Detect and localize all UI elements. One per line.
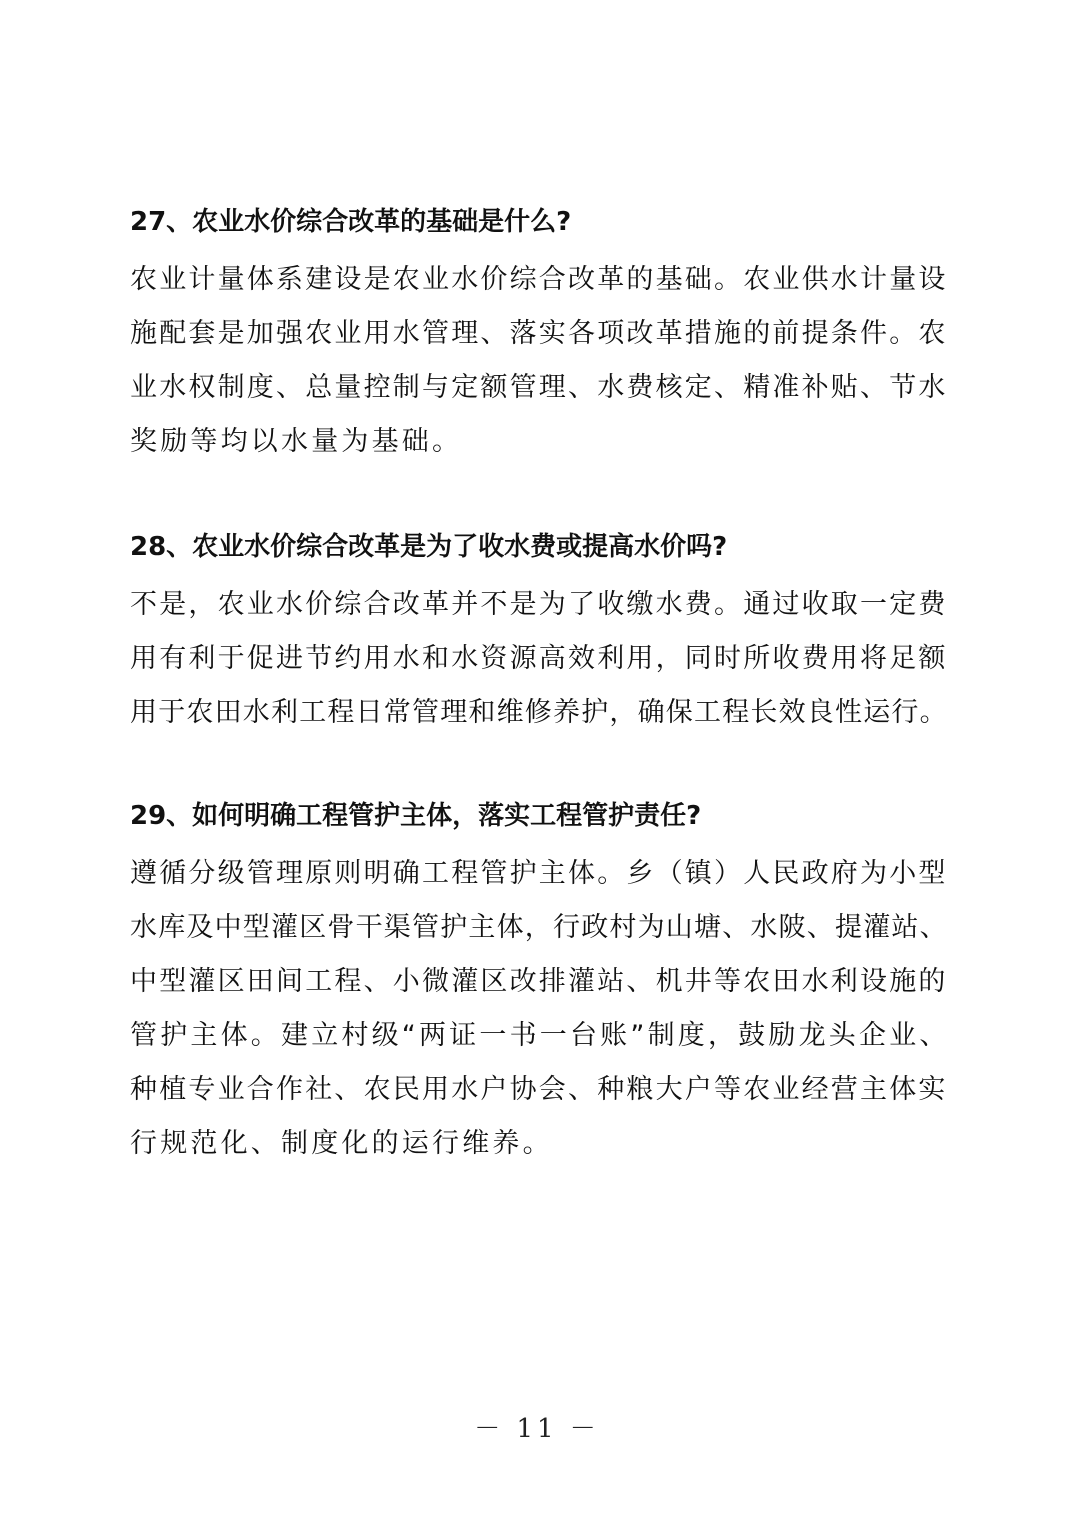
answer-line: 中型灌区田间工程、小微灌区改排灌站、机井等农田水利设施的 — [130, 966, 948, 997]
answer-line: 水库及中型灌区骨干渠管护主体，行政村为山塘、水陂、提灌站、 — [130, 912, 948, 943]
qa-section-28 — [130, 530, 950, 740]
answer-paragraph — [130, 847, 950, 1171]
answer-line: 业水权制度、总量控制与定额管理、水费核定、精准补贴、节水 — [130, 372, 948, 403]
answer-line: 用于农田水利工程日常管理和维修养护，确保工程长效良性运行。 — [130, 697, 948, 728]
page-number: － 11 － — [474, 1414, 600, 1444]
answer-line: 遵循分级管理原则明确工程管护主体。乡（镇）人民政府为小型 — [130, 858, 948, 889]
answer-line: 不是，农业水价综合改革并不是为了收缴水费。通过收取一定费 — [130, 589, 948, 620]
document-page — [130, 0, 950, 1520]
answer-line: 奖励等均以水量为基础。 — [130, 426, 463, 457]
question-heading: 29、如何明确工程管护主体，落实工程管护责任? — [130, 801, 702, 831]
answer-paragraph — [130, 578, 950, 740]
answer-line: 种植专业合作社、农民用水户协会、种粮大户等农业经营主体实 — [130, 1074, 948, 1105]
answer-line: 用有利于促进节约用水和水资源高效利用，同时所收费用将足额 — [130, 643, 948, 674]
qa-section-29 — [130, 799, 950, 1171]
answer-line: 施配套是加强农业用水管理、落实各项改革措施的前提条件。农 — [130, 318, 948, 349]
answer-paragraph — [130, 253, 950, 469]
answer-line: 行规范化、制度化的运行维养。 — [130, 1128, 553, 1159]
answer-line: 农业计量体系建设是农业水价综合改革的基础。农业供水计量设 — [130, 264, 948, 295]
answer-line: 管护主体。建立村级“两证一书一台账”制度，鼓励龙头企业、 — [130, 1020, 950, 1051]
qa-section-27 — [130, 205, 950, 469]
question-heading: 28、农业水价综合改革是为了收水费或提高水价吗? — [130, 532, 728, 562]
question-heading: 27、农业水价综合改革的基础是什么? — [130, 207, 572, 237]
